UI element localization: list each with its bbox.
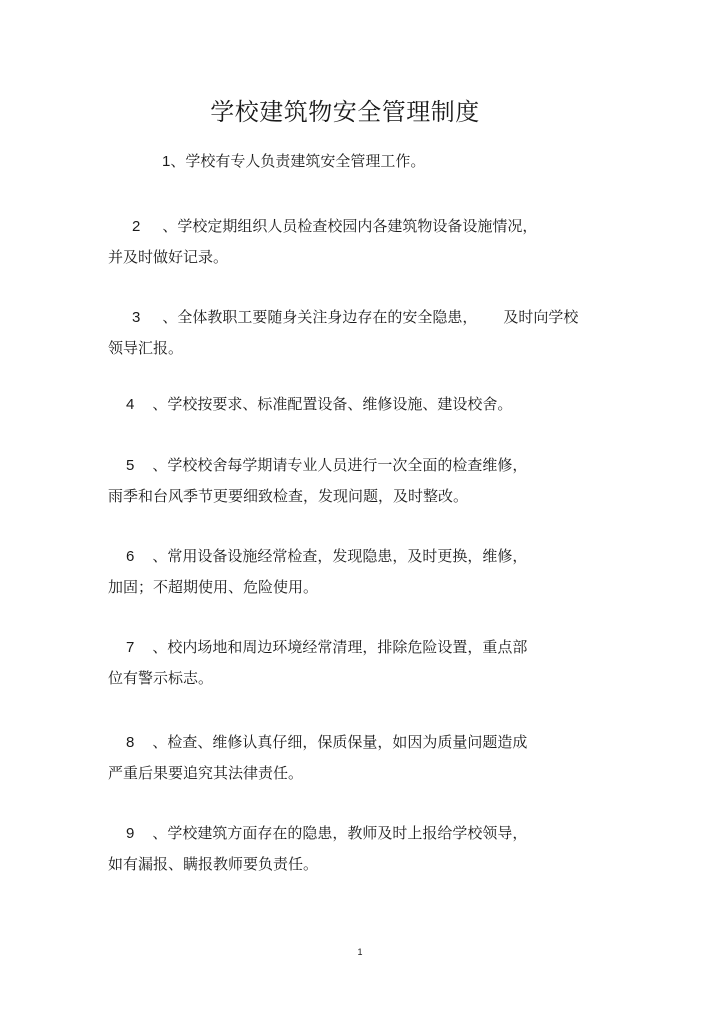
item-text: 、学校有专人负责建筑安全管理工作。: [170, 152, 426, 170]
item-text-line-2: 严重后果要追究其法律责任。: [108, 764, 304, 782]
item-number: 9: [126, 825, 135, 842]
item-text-line-1: 、学校定期组织人员检查校园内各建筑物设备设施情况，: [162, 217, 538, 235]
item-text-line-2: 并及时做好记录。: [108, 248, 229, 266]
list-item: [108, 727, 527, 789]
list-item: [108, 818, 527, 880]
item-number: 5: [126, 457, 135, 474]
item-text-line-1: 、校内场地和周边环境经常清理，排除危险设置，重点部: [152, 638, 528, 656]
item-text: 、学校按要求、标准配置设备、维修设施、建设校舍。: [152, 395, 513, 413]
item-text-line-1: 、学校建筑方面存在的隐患，教师及时上报给学校领导，: [152, 824, 528, 842]
item-number: 8: [126, 734, 135, 751]
list-item: [162, 146, 425, 177]
item-text-line-1a: 、全体教职工要随身关注身边存在的安全隐患，: [162, 308, 478, 326]
document-title: 学校建筑物安全管理制度: [210, 98, 480, 126]
item-text-line-2: 加固；不超期使用、危险使用。: [108, 578, 319, 596]
item-text-line-1: 、常用设备设施经常检查，发现隐患，及时更换，维修，: [152, 547, 528, 565]
item-text-line-2: 雨季和台风季节更要细致检查，发现问题，及时整改。: [108, 487, 469, 505]
item-number: 6: [126, 548, 135, 565]
list-item: [126, 389, 512, 420]
list-item: [108, 632, 527, 694]
item-number: 4: [126, 396, 135, 413]
item-text-line-1: 、检查、维修认真仔细，保质保量，如因为质量问题造成: [152, 733, 528, 751]
list-item: [108, 302, 578, 364]
list-item: [108, 450, 527, 512]
page-number: 1: [357, 947, 363, 957]
item-number: 2: [132, 218, 141, 235]
item-number: 3: [132, 309, 141, 326]
list-item: [108, 541, 527, 603]
item-text-line-2: 位有警示标志。: [108, 669, 214, 687]
item-text-line-2: 领导汇报。: [108, 339, 184, 357]
item-number: 7: [126, 639, 135, 656]
list-item: [108, 211, 537, 273]
item-number: 1: [162, 153, 171, 170]
item-text-line-1: 、学校校舍每学期请专业人员进行一次全面的检查维修，: [152, 456, 528, 474]
item-text-line-2: 如有漏报、瞒报教师要负责任。: [108, 855, 319, 873]
item-text-line-1b: 及时向学校: [503, 308, 579, 326]
